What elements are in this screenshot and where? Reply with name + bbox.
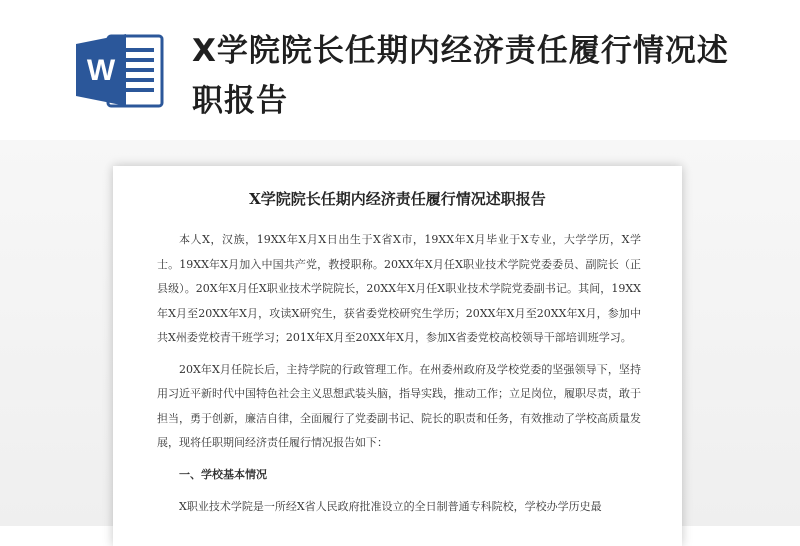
section-heading: 一、学校基本情况 [179, 467, 267, 481]
page-headline: X学院院长任期内经济责任履行情况述职报告 [192, 33, 729, 119]
paragraph: 本人X，汉族，19XX年X月X日出生于X省X市，19XX年X月毕业于X专业，大学学历，X学士。19XX年X月加入中国共产党，教授职称。20XX年X月任X职业技术学院党委委员、副院长（正县级）。20X年X月任X职业技术学院院长，20XX年X月任X职业技术学院党委副书记。其间，19XX年X月至20XX年X月，攻读X研究生，获省委党校研究生学历；20XX年X月至20XX年X月，参加中共X州委党校青干班学习；201X年X月至20XX年X月，参加X省委党校高校领导干部培训班学习。 [157, 233, 641, 344]
paragraph: 20X年X月任院长后，主持学院的行政管理工作。在州委州政府及学校党委的坚强领导下，坚持用习近平新时代中国特色社会主义思想武装头脑，指导实践，推动工作；立足岗位，履职尽责，敢于担当，勇于创新，廉洁自律，全面履行了党委副书记、院长的职责和任务，有效推动了学校高质量发展，现将任职期间经济责任履行情况报告如下： [157, 362, 641, 449]
document-title: X学院院长任期内经济责任履行情况述职报告 [249, 190, 546, 208]
word-document-icon [74, 30, 166, 110]
document-page [113, 166, 682, 546]
document-body [157, 228, 641, 527]
header-band [0, 0, 800, 140]
paragraph: X职业技术学院是一所经X省人民政府批准设立的全日制普通专科院校，学校办学历史最 [179, 500, 602, 513]
word-logo-letter: W [86, 54, 116, 87]
